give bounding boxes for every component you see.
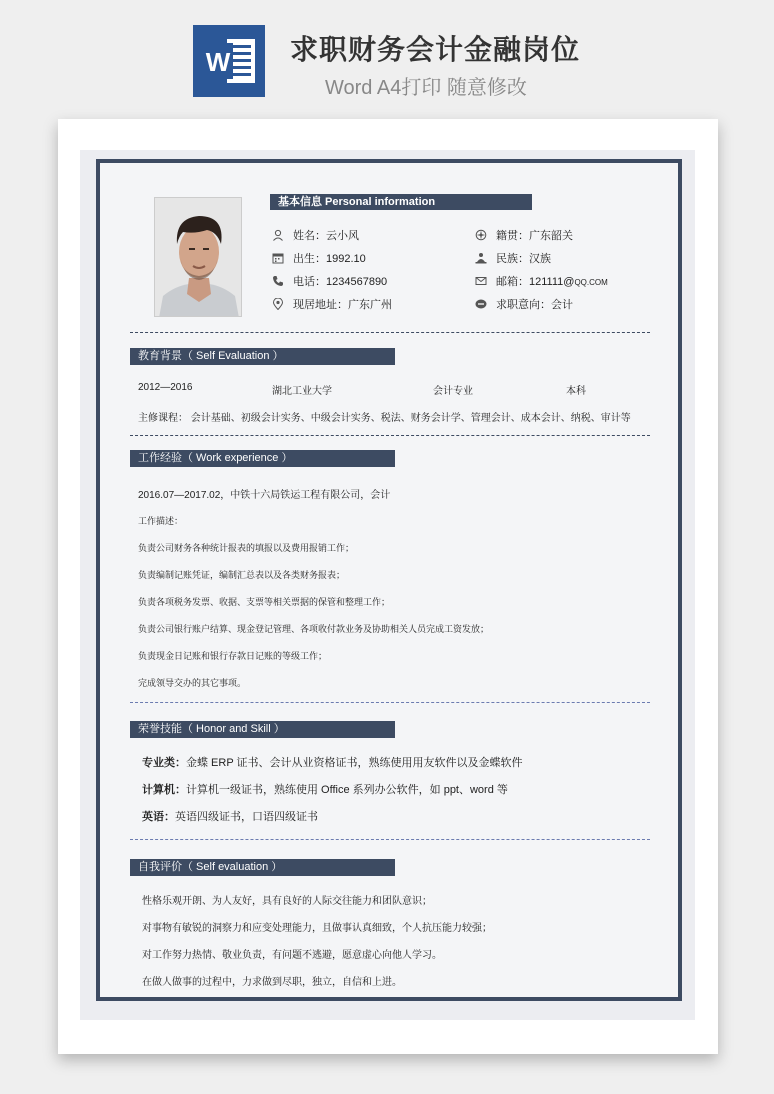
honor-heading: 荣誉技能（ Honor and Skill ） <box>130 721 395 738</box>
divider-basic <box>130 332 650 333</box>
self-heading: 自我评价（ Self evaluation ） <box>130 859 395 876</box>
name-value: 姓名：云小风 <box>293 230 359 242</box>
target-badge-icon <box>475 298 487 310</box>
resume-paper <box>58 119 718 1054</box>
phone-value: 电话：1234567890 <box>293 276 388 288</box>
resume-frame <box>96 159 682 1001</box>
self-item: 对工作努力热情、敬业负责，有问题不逃避，愿意虚心向他人学习。 <box>142 950 442 961</box>
honor-row <box>142 754 523 770</box>
people-icon <box>475 252 487 264</box>
email-domain: QQ.COM <box>574 278 608 287</box>
page-subtitle: Word A4打印 随意修改 <box>325 77 527 99</box>
honor-label: 专业类： <box>142 757 186 769</box>
name-row <box>272 227 359 243</box>
honor-text: 计算机一级证书，熟练使用 Office 系列办公软件，如 ppt、word 等 <box>186 784 508 796</box>
native-value: 籍贯：广东韶关 <box>496 230 573 242</box>
location-pin-icon <box>272 298 284 310</box>
work-item: 完成领导交办的其它事项。 <box>138 678 247 688</box>
honor-label: 英语： <box>142 811 175 823</box>
education-degree: 本科 <box>566 386 586 397</box>
ethnic-row <box>475 250 551 266</box>
word-document-icon <box>193 25 265 97</box>
birth-row <box>272 250 366 266</box>
work-heading: 工作经验（ Work experience ） <box>130 450 395 467</box>
honor-row <box>142 781 508 797</box>
honor-row <box>142 808 318 824</box>
work-entry: 2016.07—2017.02，中铁十六局铁运工程有限公司，会计 <box>138 490 391 501</box>
self-item: 性格乐观开朗、为人友好，具有良好的人际交往能力和团队意识； <box>142 896 432 907</box>
profile-photo <box>154 197 242 317</box>
phone-row <box>272 273 387 289</box>
education-courses: 主修课程： 会计基础、初级会计实务、中级会计实务、税法、财务会计学、管理会计、成本会计、纳税、审计等 <box>138 413 631 424</box>
phone-icon <box>272 275 284 287</box>
divider-education <box>130 435 650 436</box>
honor-text: 金蝶 ERP 证书、会计从业资格证书，熟练使用用友软件以及金蝶软件 <box>186 757 523 769</box>
person-icon <box>272 229 284 241</box>
address-value: 现居地址：广东广州 <box>293 299 392 311</box>
education-heading: 教育背景（ Self Evaluation ） <box>130 348 395 365</box>
work-item: 负责各项税务发票、收据、支票等相关票据的保管和整理工作； <box>138 597 391 607</box>
ethnic-value: 民族：汉族 <box>496 253 551 265</box>
self-item: 对事物有敏锐的洞察力和应变处理能力，且做事认真细致，个人抗压能力较强； <box>142 923 492 934</box>
word-logo-letter: W <box>205 47 231 77</box>
compass-icon <box>475 229 487 241</box>
honor-text: 英语四级证书，口语四级证书 <box>175 811 318 823</box>
divider-honor <box>130 839 650 840</box>
education-school: 湖北工业大学 <box>272 386 332 397</box>
intent-row <box>475 296 573 312</box>
native-row <box>475 227 573 243</box>
mail-icon <box>475 275 487 287</box>
email-prefix: 邮箱：121111@ <box>496 276 575 288</box>
education-period: 2012—2016 <box>138 382 193 393</box>
work-item: 负责编制记账凭证，编制汇总表以及各类财务报表； <box>138 570 346 580</box>
honor-label: 计算机： <box>142 784 186 796</box>
address-row <box>272 296 392 312</box>
email-row <box>475 273 608 289</box>
intent-value: 求职意向：会计 <box>496 299 573 311</box>
page-title: 求职财务会计金融岗位 <box>290 34 581 65</box>
work-item: 负责现金日记账和银行存款日记账的等级工作； <box>138 651 328 661</box>
person-portrait-icon <box>155 198 242 317</box>
work-desc-label: 工作描述： <box>138 516 184 526</box>
divider-work <box>130 702 650 703</box>
self-item: 在做人做事的过程中，力求做到尽职，独立，自信和上进。 <box>142 977 402 988</box>
work-item: 负责公司银行账户结算、现金登记管理、各项收付款业务及协助相关人员完成工资发放； <box>138 624 490 634</box>
basic-info-heading: 基本信息 Personal information <box>270 194 532 210</box>
birth-value: 出生：1992.10 <box>293 253 366 265</box>
work-item: 负责公司财务各种统计报表的填报以及费用报销工作； <box>138 543 355 553</box>
education-major: 会计专业 <box>433 386 473 397</box>
email-value <box>496 273 608 289</box>
calendar-icon <box>272 252 284 264</box>
